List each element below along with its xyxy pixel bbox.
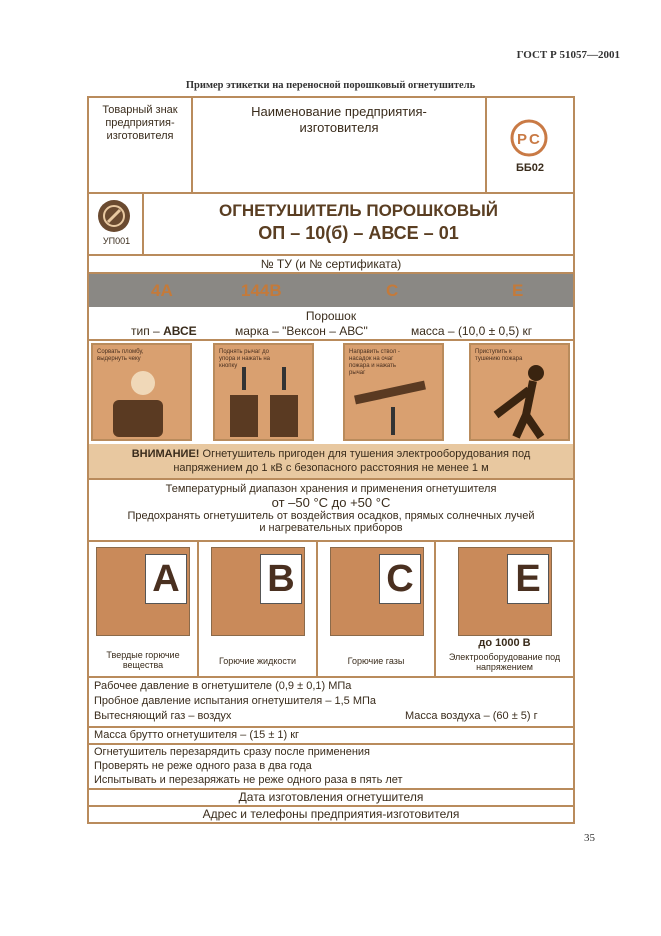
maintenance-line-1: Огнетушитель перезарядить сразу после применения xyxy=(94,746,370,758)
top-row xyxy=(89,98,573,194)
electric-hazard-icon xyxy=(458,547,552,636)
step-2-picture xyxy=(213,343,314,441)
gross-mass-row xyxy=(89,728,573,745)
storage-line-1: Температурный диапазон хранения и применения огнетушителя xyxy=(165,483,497,495)
rating-c: С xyxy=(386,281,399,300)
powder-type-value: АВСЕ xyxy=(163,324,197,338)
class-a-letter: A xyxy=(145,554,187,604)
powder-type xyxy=(131,324,197,338)
class-b-letter: B xyxy=(260,554,302,604)
fire-classes-row xyxy=(89,542,573,678)
propellant-gas: Вытесняющий газ – воздух xyxy=(94,710,232,722)
liquid-fire-icon xyxy=(211,547,305,636)
powder-row xyxy=(89,307,573,341)
extinguisher-label xyxy=(87,96,575,824)
step-3-note: Направить ствол - насадок на очаг пожара и нажать рычаг xyxy=(349,349,400,376)
class-b-cell xyxy=(199,542,318,676)
manufacture-date: Дата изготовления огнетушителя xyxy=(89,790,573,807)
storage-line-2: от –50 °С до +50 °С xyxy=(271,495,391,510)
class-e-cell xyxy=(436,542,573,676)
manufacturer-address: Адрес и телефоны предприятия-изготовителя xyxy=(202,807,460,821)
badge-cell xyxy=(89,194,144,254)
rating-e: Е xyxy=(512,281,524,300)
rating-b: 144В xyxy=(241,281,282,300)
powder-brand: марка – "Вексон – АВС" xyxy=(235,324,368,338)
solid-fire-icon xyxy=(96,547,190,636)
trademark-cell: Товарный знак предприятия-изготовителя xyxy=(89,98,193,192)
working-pressure: Рабочее давление в огнетушителе (0,9 ± 0,1) МПа xyxy=(94,680,352,692)
class-e-voltage: до 1000 В xyxy=(478,637,531,649)
enterprise-name-cell: Наименование предприятия-изготовителя xyxy=(193,98,487,192)
figure-caption: Пример этикетки на переносной порошковый огнетушитель xyxy=(185,80,476,91)
maintenance-line-3: Испытывать и перезаряжать не реже одного раза в пять лет xyxy=(94,774,403,786)
class-a-cell xyxy=(89,542,199,676)
page-number: 35 xyxy=(584,832,595,844)
class-c-letter: C xyxy=(379,554,421,604)
quality-badge-icon xyxy=(96,198,132,234)
maintenance-section xyxy=(89,745,573,790)
ratings-band xyxy=(89,274,573,307)
test-pressure: Пробное давление испытания огнетушителя – 1,5 МПа xyxy=(94,695,377,707)
gas-fire-icon xyxy=(330,547,424,636)
storage-line-3: Предохранять огнетушитель от воздействия осадков, прямых солнечных лучей xyxy=(127,510,535,522)
step-1-note: Сорвать пломбу, выдернуть чеку xyxy=(97,349,144,362)
title-row xyxy=(89,194,573,256)
storage-section xyxy=(89,478,573,542)
certification-code: ББ02 xyxy=(515,162,545,174)
step-4-note: Приступить к тушению пожара xyxy=(475,349,523,362)
powder-type-label: тип – xyxy=(131,324,160,338)
warning-banner xyxy=(89,444,573,478)
certification-mark-icon xyxy=(509,118,549,158)
title-line2: ОП – 10(б) – АВСЕ – 01 xyxy=(258,223,459,243)
step-1-picture xyxy=(91,343,192,441)
step-3-picture xyxy=(343,343,444,441)
class-a-caption: Твердые горючие вещества xyxy=(106,650,180,670)
tu-row: № ТУ (и № сертификата) xyxy=(89,256,573,274)
gross-mass: Масса брутто огнетушителя – (15 ± 1) кг xyxy=(94,729,300,741)
svg-text:Р: Р xyxy=(517,131,528,148)
air-mass: Масса воздуха – (60 ± 5) г xyxy=(405,710,538,722)
class-c-caption: Горючие газы xyxy=(347,656,405,666)
maintenance-line-2: Проверять не реже одного раза в два года xyxy=(94,760,312,772)
warning-label: ВНИМАНИЕ! xyxy=(131,448,200,460)
rating-a: 4А xyxy=(151,281,173,300)
class-b-caption: Горючие жидкости xyxy=(218,656,297,666)
class-c-cell xyxy=(318,542,436,676)
certification-cell xyxy=(487,98,573,192)
badge-code: УП001 xyxy=(102,236,131,246)
warning-text-1: Огнетушитель пригоден для тушения электрооборудования под xyxy=(199,448,531,460)
pressure-section xyxy=(89,678,573,728)
title-line1: ОГНЕТУШИТЕЛЬ ПОРОШКОВЫЙ xyxy=(219,201,498,220)
class-e-caption: Электрооборудование под напряжением xyxy=(448,652,561,672)
class-e-letter: E xyxy=(507,554,549,604)
step-2-note: Поднять рычаг до упора и нажать на кнопку xyxy=(219,349,271,369)
powder-mass: масса – (10,0 ± 0,5) кг xyxy=(411,324,533,338)
storage-line-4: и нагревательных приборов xyxy=(259,522,403,534)
svg-text:С: С xyxy=(529,131,540,148)
step-4-picture xyxy=(469,343,570,441)
standard-number: ГОСТ Р 51057—2001 xyxy=(516,49,620,61)
warning-text-2: напряжением до 1 кВ с безопасного расстояния не менее 1 м xyxy=(173,462,489,474)
powder-heading: Порошок xyxy=(305,309,357,323)
